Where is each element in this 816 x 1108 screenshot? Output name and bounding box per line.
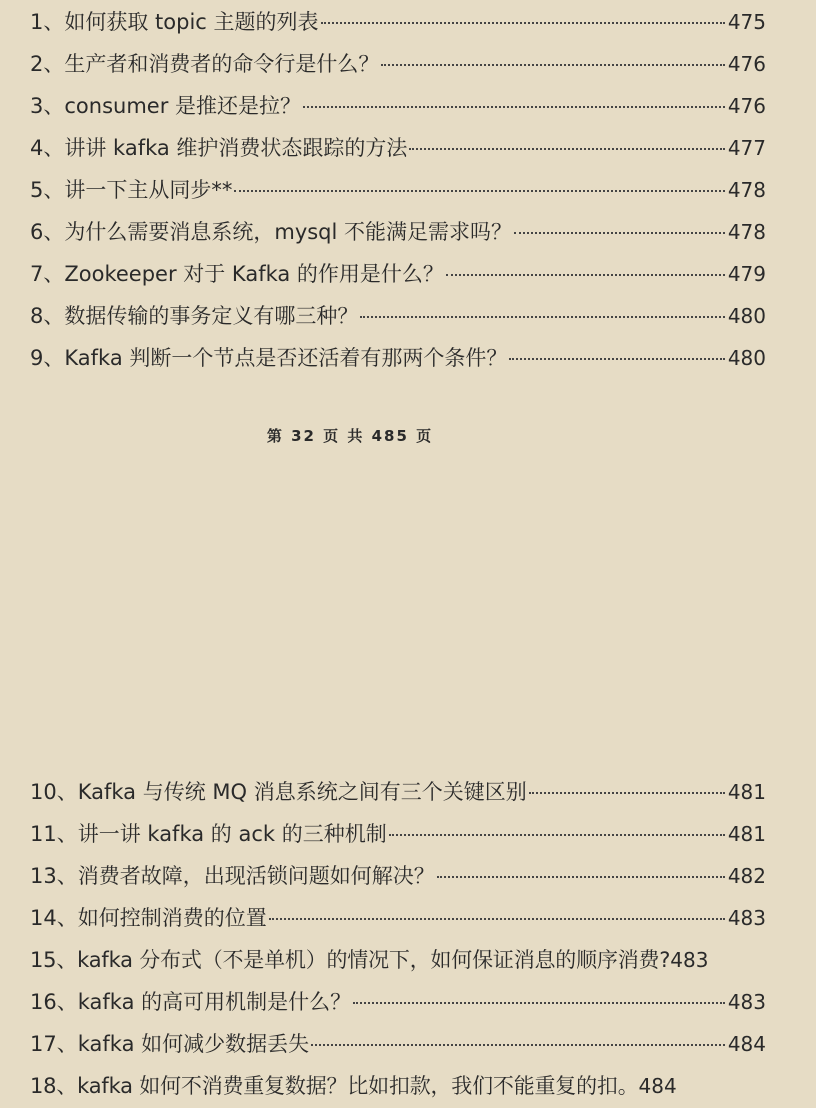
dot-leader	[409, 148, 724, 150]
toc-entry-page-number: 480	[727, 346, 766, 370]
toc-entry[interactable]	[30, 1065, 766, 1107]
toc-entry-title: 8、数据传输的事务定义有哪三种？	[30, 304, 359, 328]
toc-entry-title: 3、consumer 是推还是拉？	[30, 94, 301, 118]
toc-entry-title: 7、Zookeeper 对于 Kafka 的作用是什么？	[30, 262, 444, 286]
toc-entry-page-number: 476	[727, 52, 766, 76]
toc-entry-page-number: 476	[727, 94, 766, 118]
dot-leader	[529, 792, 725, 794]
dot-leader	[321, 22, 725, 24]
toc-entry[interactable]	[30, 211, 766, 253]
toc-entry-page-number: 481	[727, 780, 766, 804]
toc-page-top	[0, 0, 816, 470]
dot-leader	[360, 316, 724, 318]
toc-entry[interactable]	[30, 43, 766, 85]
dot-leader	[389, 834, 725, 836]
dot-leader	[311, 1044, 725, 1046]
dot-leader	[353, 1002, 725, 1004]
toc-entry-title: 5、讲一下主从同步**	[30, 178, 233, 202]
toc-entry[interactable]	[30, 337, 766, 379]
toc-list-top	[30, 1, 766, 379]
toc-entry-page-number: 477	[727, 136, 766, 160]
toc-entry-page-number: 483	[727, 906, 766, 930]
toc-entry[interactable]	[30, 771, 766, 813]
toc-entry-page-number: 484	[727, 1032, 766, 1056]
toc-entry[interactable]	[30, 253, 766, 295]
toc-entry-title: 1、如何获取 topic 主题的列表	[30, 10, 319, 34]
toc-entry-title: 14、如何控制消费的位置	[30, 906, 267, 930]
toc-entry-title: 10、Kafka 与传统 MQ 消息系统之间有三个关键区别	[30, 780, 527, 804]
dot-leader	[269, 918, 725, 920]
dot-leader	[303, 106, 725, 108]
toc-entry[interactable]	[30, 939, 766, 981]
toc-entry-page-number: 479	[727, 262, 766, 286]
toc-entry[interactable]	[30, 169, 766, 211]
toc-entry-title: 13、消费者故障，出现活锁问题如何解决？	[30, 864, 435, 888]
toc-entry[interactable]	[30, 85, 766, 127]
toc-entry[interactable]	[30, 897, 766, 939]
toc-entry-page-number: 483	[670, 948, 709, 972]
toc-entry-title: 9、Kafka 判断一个节点是否还活着有那两个条件？	[30, 346, 508, 370]
page-footer: 第 32 页 共 485 页	[266, 427, 434, 445]
toc-entry-page-number: 484	[638, 1074, 677, 1098]
toc-entry[interactable]	[30, 813, 766, 855]
toc-entry[interactable]	[30, 127, 766, 169]
toc-entry-title: 11、讲一讲 kafka 的 ack 的三种机制	[30, 822, 387, 846]
toc-entry[interactable]	[30, 1023, 766, 1065]
toc-list-bottom	[30, 771, 766, 1107]
toc-entry-page-number: 482	[727, 864, 766, 888]
toc-entry-page-number: 478	[727, 220, 766, 244]
dot-leader	[234, 190, 724, 192]
toc-page-bottom	[0, 762, 816, 1108]
toc-entry-title: 18、kafka 如何不消费重复数据？比如扣款，我们不能重复的扣。	[30, 1074, 639, 1098]
toc-entry-title: 2、生产者和消费者的命令行是什么？	[30, 52, 380, 76]
toc-entry-title: 6、为什么需要消息系统，mysql 不能满足需求吗？	[30, 220, 513, 244]
dot-leader	[437, 876, 725, 878]
dot-leader	[446, 274, 725, 276]
toc-entry-title: 16、kafka 的高可用机制是什么？	[30, 990, 352, 1014]
dot-leader	[381, 64, 724, 66]
dot-leader	[514, 232, 725, 234]
toc-entry[interactable]	[30, 1, 766, 43]
toc-entry-title: 15、kafka 分布式（不是单机）的情况下，如何保证消息的顺序消费?	[30, 948, 671, 972]
toc-entry-title: 4、讲讲 kafka 维护消费状态跟踪的方法	[30, 136, 408, 160]
toc-entry[interactable]	[30, 295, 766, 337]
dot-leader	[509, 358, 724, 360]
toc-entry-page-number: 483	[727, 990, 766, 1014]
toc-entry-page-number: 478	[727, 178, 766, 202]
toc-entry-page-number: 481	[727, 822, 766, 846]
toc-entry-page-number: 475	[727, 10, 766, 34]
toc-entry[interactable]	[30, 981, 766, 1023]
toc-entry[interactable]	[30, 855, 766, 897]
toc-entry-title: 17、kafka 如何减少数据丢失	[30, 1032, 310, 1056]
toc-entry-page-number: 480	[727, 304, 766, 328]
